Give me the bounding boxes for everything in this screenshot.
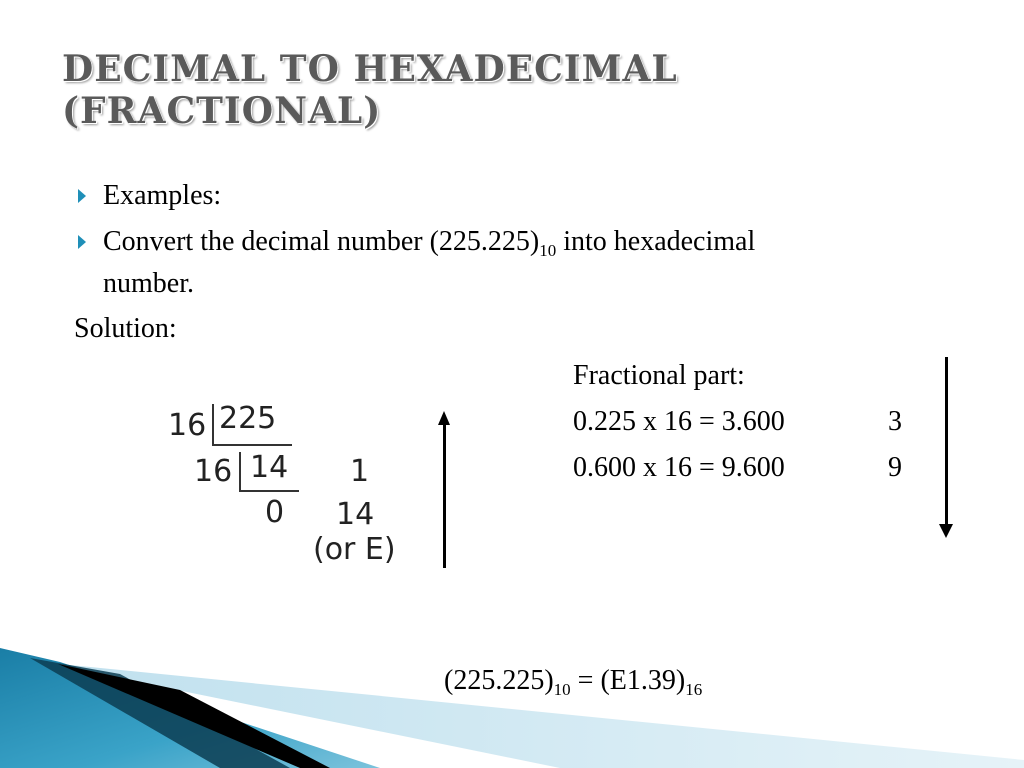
quotient-first: 14 <box>250 450 289 485</box>
decorative-corner-swoosh <box>0 640 1024 768</box>
division-bracket-horizontal <box>212 444 292 446</box>
divisor: 16 <box>168 408 207 443</box>
solution-label: Solution: <box>74 313 177 344</box>
fraction-step-digit: 9 <box>888 452 902 483</box>
bullet-arrow-icon <box>78 235 86 249</box>
fraction-step-expr: 0.225 x 16 = 3.600 <box>573 406 785 437</box>
bullet-text: Convert the decimal number $(225.225)_{10}$ into hexadecimal <box>103 226 756 260</box>
divisor-second: 16 <box>194 454 233 489</box>
fraction-step-expr: 0.600 x 16 = 9.600 <box>573 452 785 483</box>
division-bracket-vertical-2 <box>239 452 241 490</box>
remainder-second: 14 <box>336 497 375 532</box>
bullet-text: Examples: <box>103 180 222 211</box>
remainder-hex-alt: (or E) <box>313 532 396 567</box>
arrow-down-icon <box>939 524 953 538</box>
read-up-arrow-shaft <box>443 424 446 568</box>
read-down-arrow-shaft <box>945 357 948 525</box>
arrow-up-icon <box>438 411 450 425</box>
bullet-continuation: number. <box>103 268 194 299</box>
result-right-subscript: 16 <box>685 680 703 699</box>
dividend: 225 <box>219 401 277 436</box>
result-left-subscript: 10 <box>553 680 571 699</box>
fraction-step-digit: 3 <box>888 406 902 437</box>
fractional-label: Fractional part: <box>573 360 745 391</box>
quotient-second: 0 <box>265 495 285 530</box>
division-bracket-horizontal-2 <box>239 490 299 492</box>
bullet-arrow-icon <box>78 189 86 203</box>
slide-title: DECIMAL TO HEXADECIMAL (FRACTIONAL) <box>62 48 678 132</box>
division-bracket-vertical <box>212 404 214 444</box>
remainder-first: 1 <box>350 454 370 489</box>
result-equation: $(225.225)_{10} = (E1.39)_{16}$ <box>444 665 703 699</box>
base-subscript: 10 <box>539 241 557 260</box>
